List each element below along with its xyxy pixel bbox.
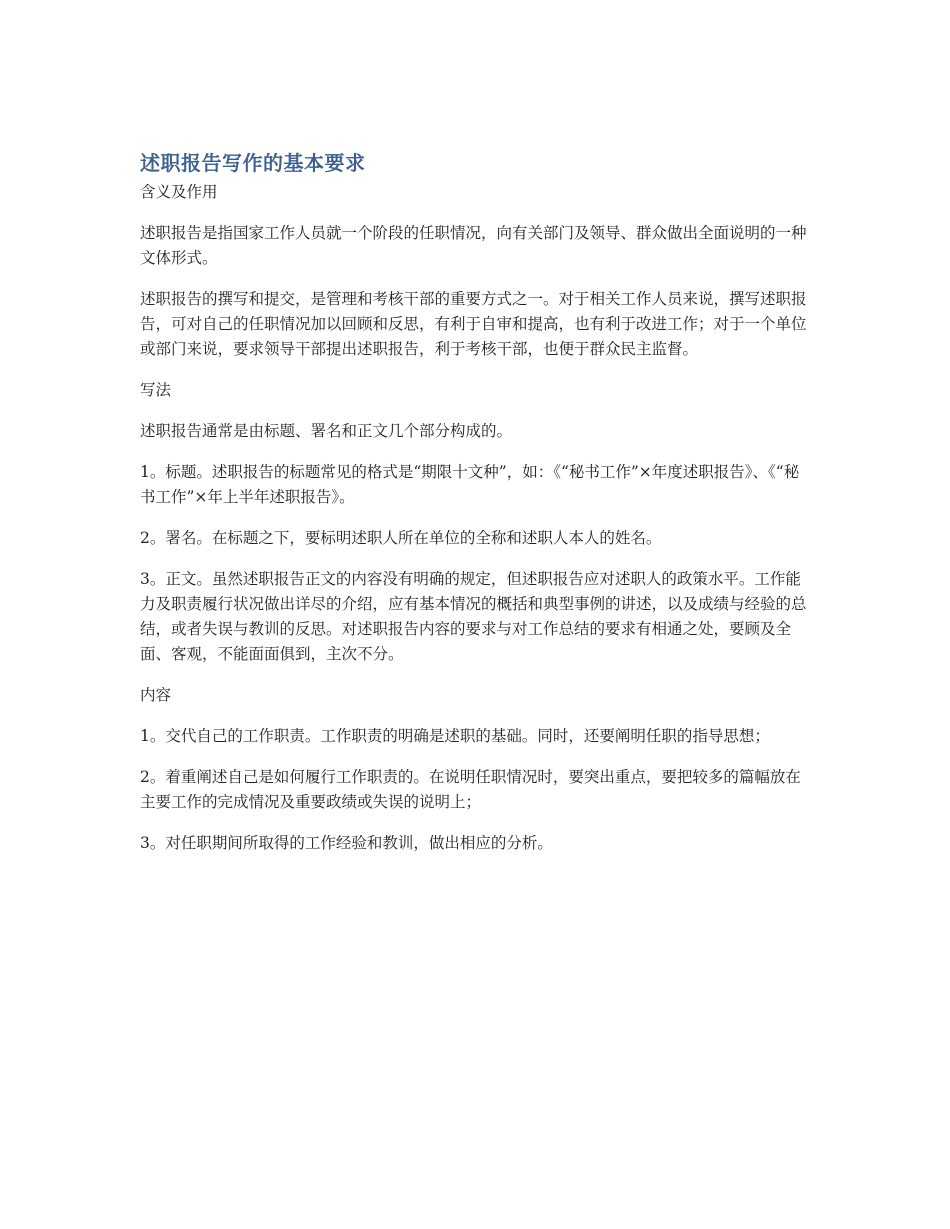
document-title: 述职报告写作的基本要求 bbox=[140, 151, 366, 175]
section-heading-content: 内容 bbox=[140, 686, 172, 704]
document-page bbox=[140, 148, 810, 872]
section-heading-writing: 写法 bbox=[140, 381, 172, 399]
list-item-analysis: 3。对任职期间所取得的工作经验和教训，做出相应的分析。 bbox=[140, 834, 553, 852]
list-item-performance: 2。着重阐述自己是如何履行工作职责的。在说明任职情况时，要突出重点，要把较多的篇幅放在主要工作的完成情况及重要政绩或失误的说明上； bbox=[140, 768, 801, 811]
section-heading-meaning: 含义及作用 bbox=[140, 183, 218, 201]
list-item-body: 3。正文。虽然述职报告正文的内容没有明确的规定，但述职报告应对述职人的政策水平。工作能力及职责履行状况做出详尽的介绍，应有基本情况的概括和典型事例的讲述，以及成绩与经验的总结，或者失误与教训的反思。对述职报告内容的要求与对工作总结的要求有相通之处，要顾及全面、客观，不能面面俱到，主次不分。 bbox=[140, 570, 807, 663]
paragraph-definition: 述职报告是指国家工作人员就一个阶段的任职情况，向有关部门及领导、群众做出全面说明的一种文体形式。 bbox=[140, 224, 807, 267]
list-item-signature: 2。署名。在标题之下，要标明述职人所在单位的全称和述职人本人的姓名。 bbox=[140, 529, 662, 547]
list-item-duties: 1。交代自己的工作职责。工作职责的明确是述职的基础。同时，还要阐明任职的指导思想； bbox=[140, 727, 770, 745]
list-item-title: 1。标题。述职报告的标题常见的格式是“期限十文种”，如：《“秘书工作”×年度述职报告》、《“秘书工作”×年上半年述职报告》。 bbox=[140, 463, 800, 506]
paragraph-structure: 述职报告通常是由标题、署名和正文几个部分构成的。 bbox=[140, 422, 513, 440]
paragraph-purpose: 述职报告的撰写和提交，是管理和考核干部的重要方式之一。对于相关工作人员来说，撰写述职报告，可对自己的任职情况加以回顾和反思，有利于自审和提高，也有利于改进工作；对于一个单位或部门来说，要求领导干部提出述职报告，利于考核干部，也便于群众民主监督。 bbox=[140, 290, 807, 358]
